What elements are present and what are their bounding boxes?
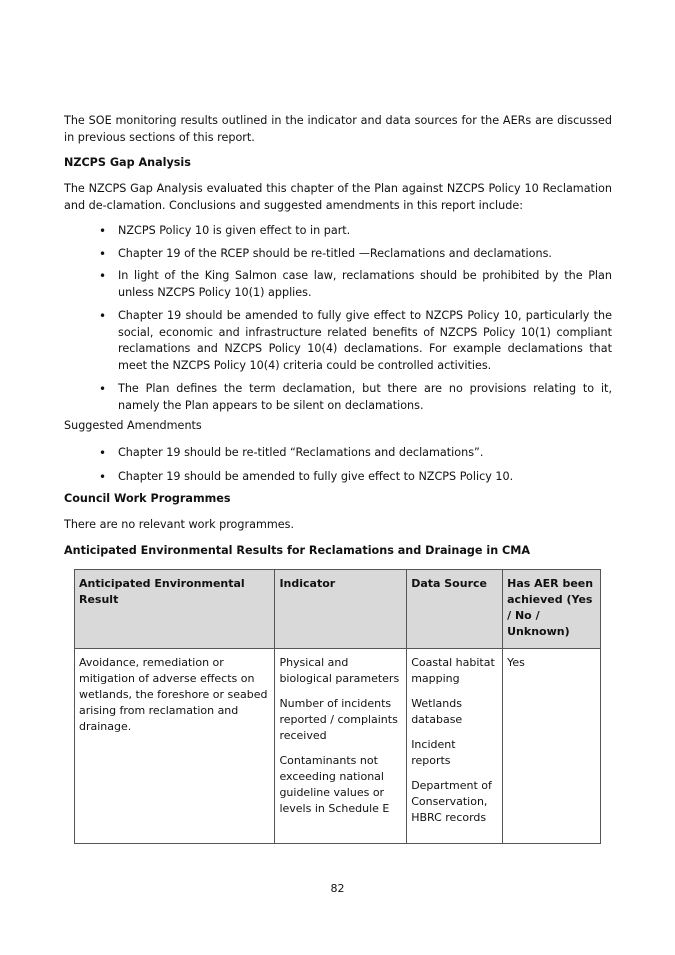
suggested-amendments-heading: Suggested Amendments: [64, 419, 202, 432]
council-work-heading: Council Work Programmes: [64, 492, 231, 505]
list-item: • Chapter 19 of the RCEP should be re-titled —Reclamations and declamations.: [64, 246, 612, 263]
list-item: • NZCPS Policy 10 is given effect to in part.: [64, 223, 612, 240]
data-source-cell: [407, 649, 503, 844]
column-header: Anticipated Environmental Result: [75, 570, 275, 649]
indicator-item: Contaminants not exceeding national guideline values or levels in Schedule E: [279, 754, 390, 815]
gap-analysis-paragraph: The NZCPS Gap Analysis evaluated this chapter of the Plan against NZCPS Policy 10 Reclamation and de-clamation. Conclusions and suggested amendments in this report include:: [64, 182, 612, 212]
table-heading: Anticipated Environmental Results for Reclamations and Drainage in CMA: [64, 544, 531, 557]
page-number: 82: [330, 882, 345, 895]
intro-paragraph: The SOE monitoring results outlined in the indicator and data sources for the AERs are discussed in previous sections of this report.: [64, 114, 612, 144]
achieved-cell: Yes: [503, 649, 601, 844]
column-header: Has AER been achieved (Yes / No / Unknown): [503, 570, 601, 649]
column-header: Data Source: [407, 570, 503, 649]
list-item: • In light of the King Salmon case law, reclamations should be prohibited by the Plan unless NZCPS Policy 10(1) applies.: [64, 268, 612, 301]
table-row: [75, 649, 601, 844]
list-item: • Chapter 19 should be re-titled “Reclamations and declamations”.: [64, 445, 612, 462]
list-item: • The Plan defines the term declamation, but there are no provisions relating to it, namely the Plan appears to be silent on declamations.: [64, 381, 612, 414]
source-item: Incident reports: [411, 738, 456, 767]
column-header: Indicator: [275, 570, 407, 649]
source-item: Department of Conservation, HBRC records: [411, 779, 492, 824]
indicator-item: Number of incidents reported / complaints received: [279, 697, 398, 742]
gap-analysis-heading: NZCPS Gap Analysis: [64, 156, 191, 169]
source-item: Wetlands database: [411, 697, 463, 726]
indicator-cell: [275, 649, 407, 844]
indicator-item: Physical and biological parameters: [279, 656, 400, 685]
table-header-row: [75, 570, 601, 649]
amendments-list: [64, 445, 612, 485]
conclusions-list: [64, 223, 612, 414]
result-cell: Avoidance, remediation or mitigation of adverse effects on wetlands, the foreshore or seabed arising from reclamation and drainage.: [75, 649, 275, 844]
council-work-text: There are no relevant work programmes.: [64, 518, 295, 531]
list-item: • Chapter 19 should be amended to fully give effect to NZCPS Policy 10.: [64, 469, 612, 486]
aer-table: [74, 569, 601, 844]
source-item: Coastal habitat mapping: [411, 656, 495, 685]
list-item: • Chapter 19 should be amended to fully give effect to NZCPS Policy 10, particularly the social, economic and infrastructure related benefits of NZCPS Policy 10(1) compliant reclamations and NZCPS Policy 10(4) declamations. For example declamations that meet the NZCPS Policy 10(4) criteria could be controlled activities.: [64, 308, 612, 374]
